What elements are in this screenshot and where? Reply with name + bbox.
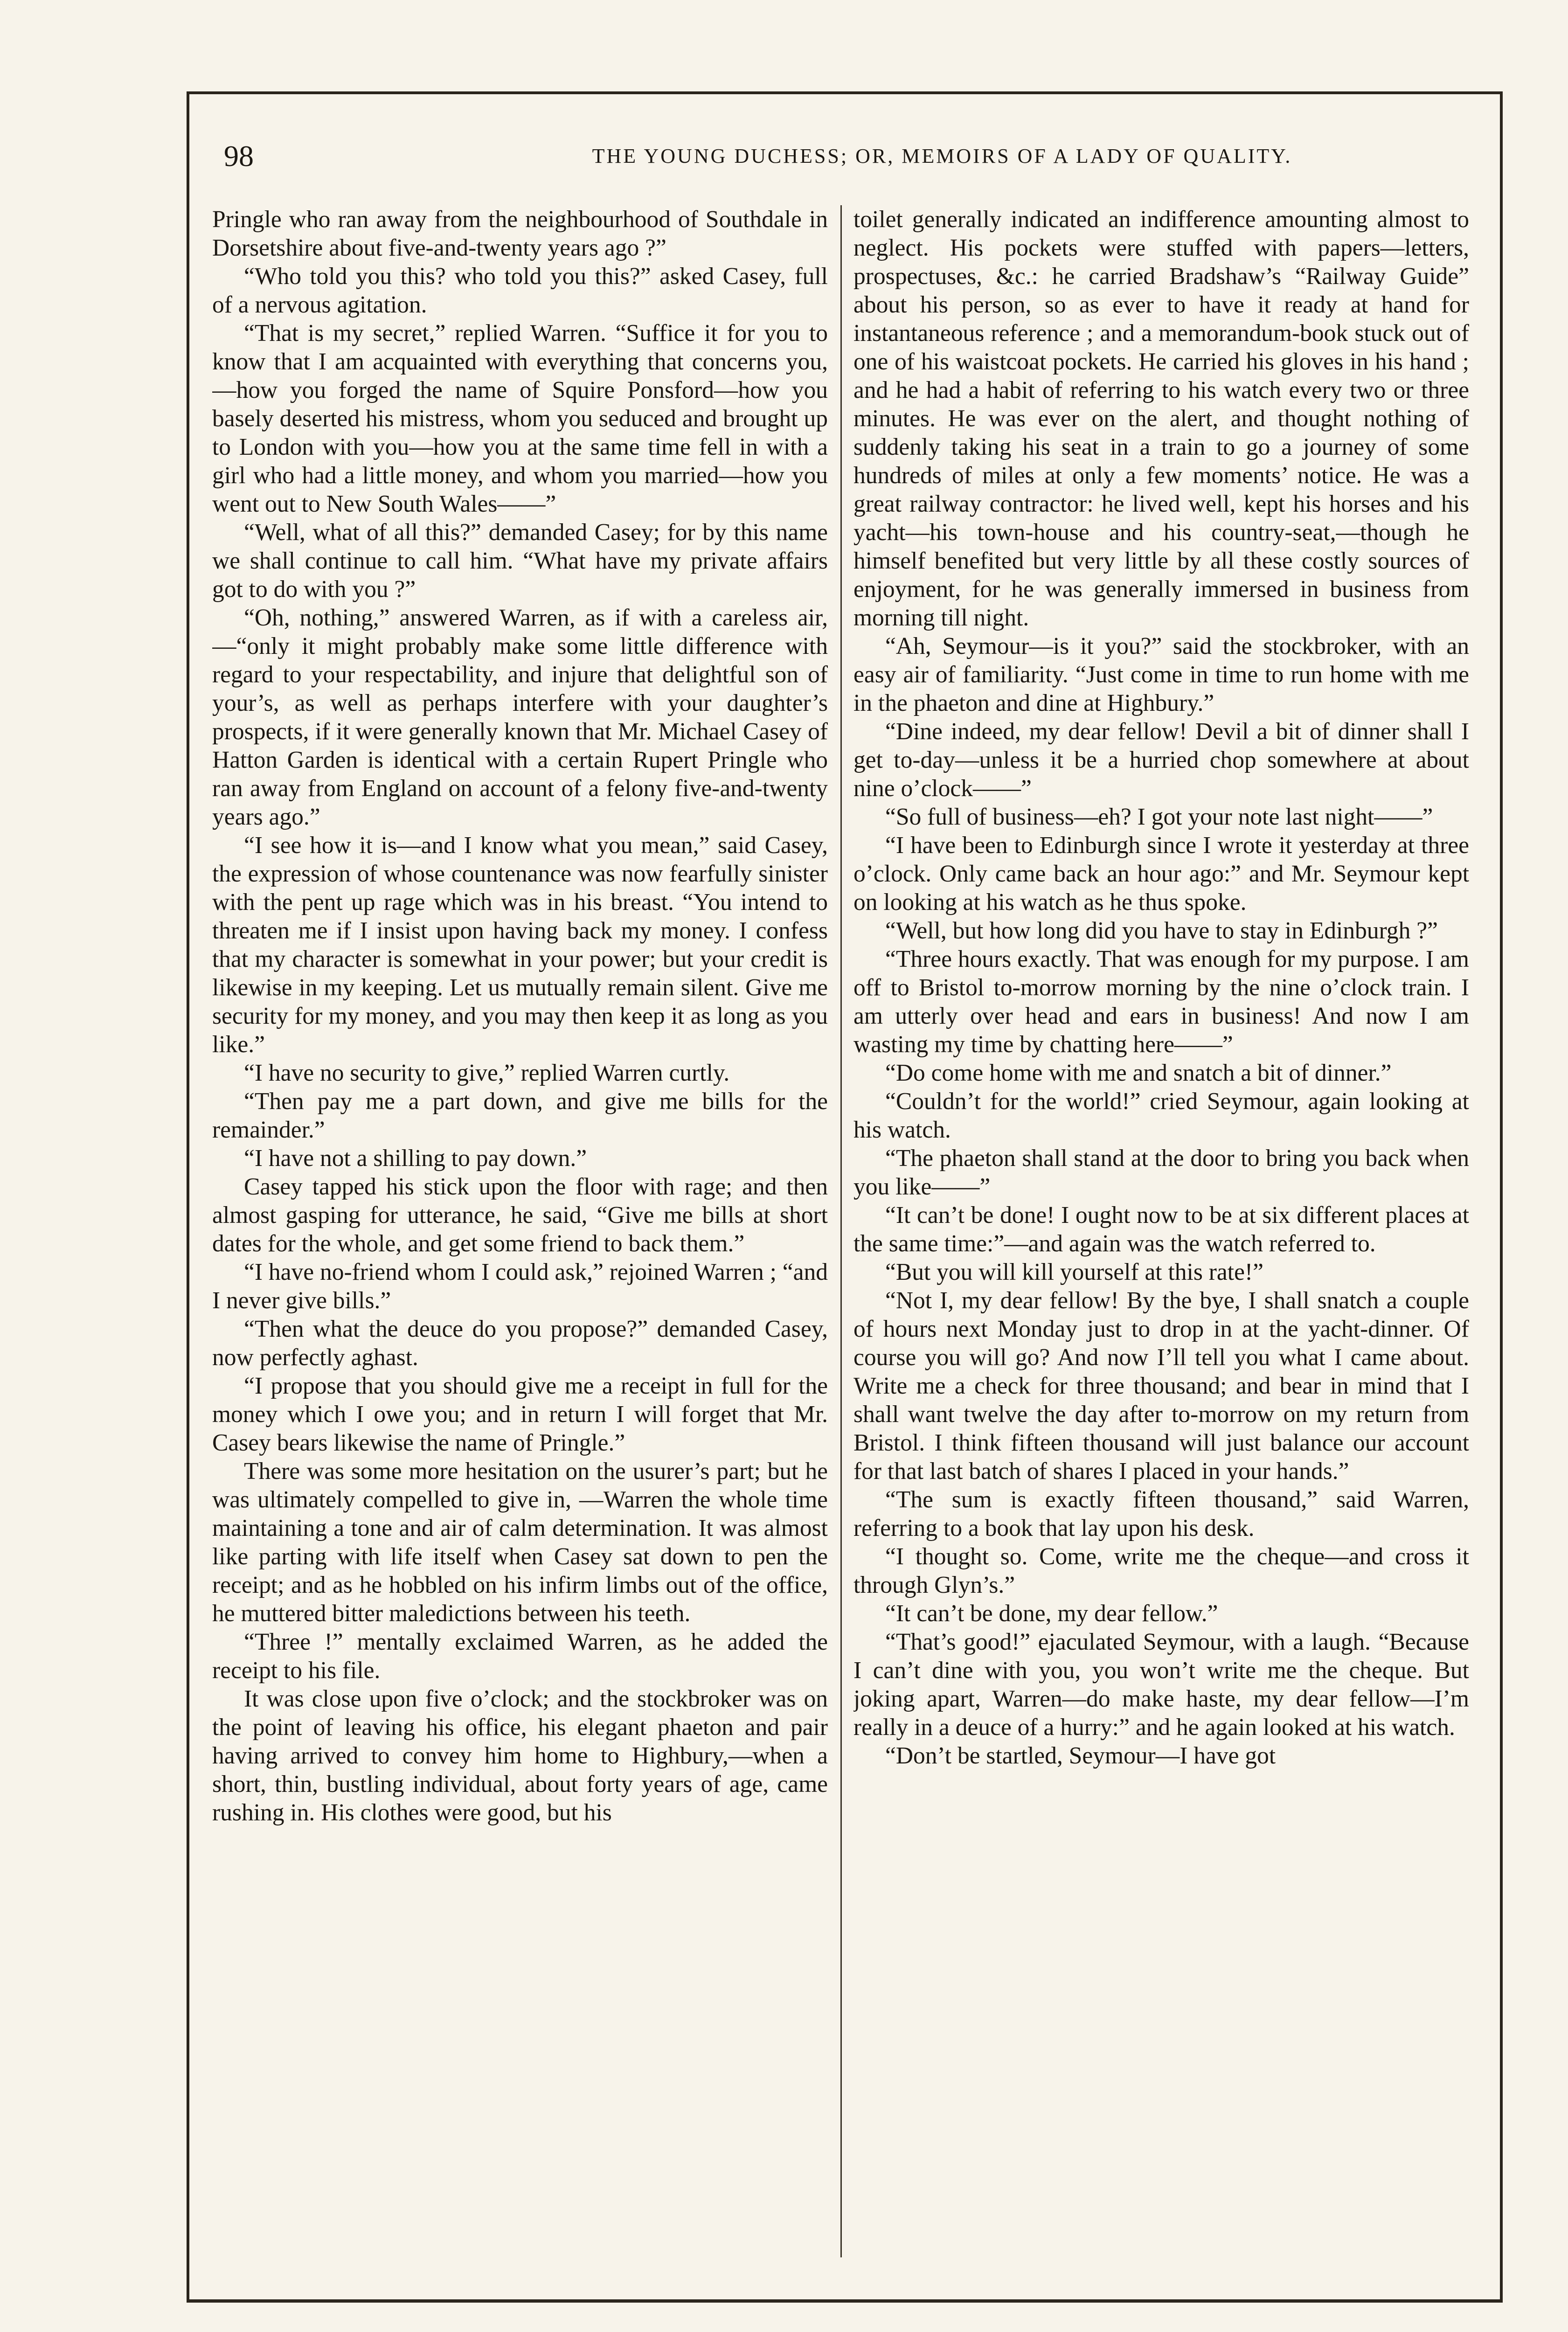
- paragraph: “The sum is exactly fifteen thousand,” said Warren, referring to a book that lay upon his desk.: [853, 1486, 1469, 1541]
- paragraph: “Couldn’t for the world!” cried Seymour, again looking at his watch.: [853, 1088, 1469, 1143]
- paragraph: “I propose that you should give me a receipt in full for the money which I owe you; and in return I will forget that Mr. Casey bears likewise the name of Pringle.”: [212, 1373, 828, 1456]
- page-header: [224, 131, 1474, 182]
- paragraph: “That is my secret,” replied Warren. “Suffice it for you to know that I am acquainted with everything that concerns you,—how you forged the name of Squire Ponsford—how you basely deserted his mistress, whom you seduced and brought up to London with you—how you at the same time fell in with a girl who had a little money, and whom you married—how you went out to New South Wales——”: [212, 320, 828, 517]
- paragraph: “Do come home with me and snatch a bit of dinner.”: [885, 1060, 1392, 1086]
- paragraph: “So full of business—eh? I got your note last night——”: [885, 804, 1433, 830]
- paragraph: “Who told you this? who told you this?” asked Casey, full of a nervous agitation.: [212, 263, 828, 318]
- paragraph: “Then what the deuce do you propose?” demanded Casey, now perfectly aghast.: [212, 1316, 828, 1371]
- paragraph: “I have not a shilling to pay down.”: [244, 1145, 587, 1172]
- page-number: 98: [224, 139, 254, 173]
- paragraph: “Well, what of all this?” demanded Casey; for by this name we shall continue to call him. “What have my private affairs got to do with you ?”: [212, 519, 828, 603]
- paragraph: “Ah, Seymour—is it you?” said the stockbroker, with an easy air of familiarity. “Just come in time to run home with me in the phaeton and dine at Highbury.”: [853, 633, 1469, 716]
- left-column: [212, 205, 828, 2257]
- column-divider: [840, 205, 842, 2257]
- running-title: THE YOUNG DUCHESS; OR, MEMOIRS OF A LADY OF QUALITY.: [592, 145, 1292, 167]
- paragraph: “Oh, nothing,” answered Warren, as if with a careless air,—“only it might probably make some little difference with regard to your respectability, and injure that delightful son of your’s, as well as perhaps interfere with your daughter’s prospects, if it were generally known that Mr. Michael Casey of Hatton Garden is identical with a certain Rupert Pringle who ran away from England on account of a felony five-and-twenty years ago.”: [212, 604, 828, 830]
- paragraph: “I have no-friend whom I could ask,” rejoined Warren ; “and I never give bills.”: [212, 1259, 828, 1314]
- paragraph: There was some more hesitation on the usurer’s part; but he was ultimately compelled to give in, —Warren the whole time maintaining a tone and air of calm determination. It was almost like parting with life itself when Casey sat down to pen the receipt; and as he hobbled on his infirm limbs out of the office, he muttered bitter maledictions between his teeth.: [212, 1458, 828, 1627]
- paragraph: “It can’t be done, my dear fellow.”: [885, 1600, 1218, 1627]
- paragraph: “Three hours exactly. That was enough for my purpose. I am off to Bristol to-morrow morning by the nine o’clock train. I am utterly over head and ears in business! And now I am wasting my time by chatting here——”: [853, 946, 1469, 1058]
- paragraph: “I see how it is—and I know what you mean,” said Casey, the expression of whose countenance was now fearfully sinister with the pent up rage which was in his breast. “You intend to threaten me if I insist upon having back my money. I confess that my character is somewhat in your power; but your credit is likewise in my keeping. Let us mutually remain silent. Give me security for my money, and you may then keep it as long as you like.”: [212, 832, 828, 1058]
- paragraph: “That’s good!” ejaculated Seymour, with a laugh. “Because I can’t dine with you, you won’t write me the cheque. But joking apart, Warren—do make haste, my dear fellow—I’m really in a deuce of a hurry:” and he again looked at his watch.: [853, 1629, 1469, 1741]
- paragraph: “Don’t be startled, Seymour—I have got: [885, 1742, 1276, 1769]
- bottom-rule: [187, 2299, 1503, 2303]
- paragraph: “I thought so. Come, write me the cheque—and cross it through Glyn’s.”: [853, 1543, 1469, 1598]
- paragraph: Casey tapped his stick upon the floor with rage; and then almost gasping for utterance, he said, “Give me bills at short dates for the whole, and get some friend to back them.”: [212, 1173, 828, 1257]
- right-column: [853, 205, 1469, 2257]
- paragraph: Pringle who ran away from the neighbourhood of Southdale in Dorsetshire about five-and-twenty years ago ?”: [212, 206, 828, 261]
- paragraph: “Dine indeed, my dear fellow! Devil a bit of dinner shall I get to-day—unless it be a hurried chop somewhere at about nine o’clock——”: [853, 718, 1469, 802]
- paragraph: “I have been to Edinburgh since I wrote it yesterday at three o’clock. Only came back an hour ago:” and Mr. Seymour kept on looking at his watch as he thus spoke.: [853, 832, 1469, 916]
- paragraph: It was close upon five o’clock; and the stockbroker was on the point of leaving his office, his elegant phaeton and pair having arrived to convey him home to Highbury,—when a short, thin, bustling individual, about forty years of age, came rushing in. His clothes were good, but his: [212, 1686, 828, 1826]
- paragraph: “Not I, my dear fellow! By the bye, I shall snatch a couple of hours next Monday just to drop in at the yacht-dinner. Of course you will go? And now I’ll tell you what I came about. Write me a check for three thousand; and bear in mind that I shall want twelve the day after to-morrow on my return from Bristol. I think fifteen thousand will just balance our account for that last batch of shares I placed in your hands.”: [853, 1287, 1469, 1485]
- paragraph: “Well, but how long did you have to stay in Edinburgh ?”: [885, 917, 1438, 944]
- paragraph: “Then pay me a part down, and give me bills for the remainder.”: [212, 1088, 828, 1143]
- paragraph: “But you will kill yourself at this rate!”: [885, 1259, 1263, 1285]
- paragraph: “It can’t be done! I ought now to be at six different places at the same time:”—and again was the watch referred to.: [853, 1202, 1469, 1257]
- paragraph: “The phaeton shall stand at the door to bring you back when you like——”: [853, 1145, 1469, 1200]
- paragraph: “I have no security to give,” replied Warren curtly.: [244, 1060, 730, 1086]
- paragraph: “Three !” mentally exclaimed Warren, as he added the receipt to his file.: [212, 1629, 828, 1684]
- paragraph: toilet generally indicated an indifference amounting almost to neglect. His pockets were stuffed with papers—letters, prospectuses, &c.: he carried Bradshaw’s “Railway Guide” about his person, so as ever to have it ready at hand for instantaneous reference ; and a memorandum-book stuck out of one of his waistcoat pockets. He carried his gloves in his hand ; and he had a habit of referring to his watch every two or three minutes. He was ever on the alert, and thought nothing of suddenly taking his seat in a train to go a journey of some hundreds of miles at only a few moments’ notice. He was a great railway contractor: he lived well, kept his horses and his yacht—his town-house and his country-seat,—though he himself benefited but very little by all these costly sources of enjoyment, for he was generally immersed in business from morning till night.: [853, 206, 1469, 631]
